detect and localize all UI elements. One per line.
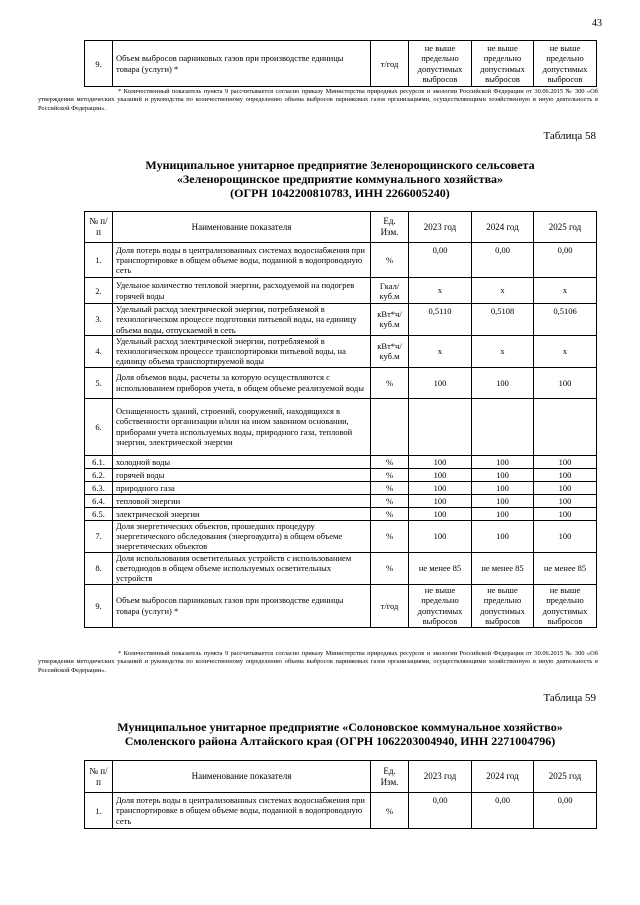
header-name: Наименование показателя: [113, 761, 371, 793]
value-2023: не выше предельно допустимых выбросов: [409, 41, 472, 87]
value-2025: 100: [534, 481, 597, 494]
value-2024: 100: [472, 481, 534, 494]
table-59-label: Таблица 59: [543, 692, 596, 704]
value-2023: [409, 398, 472, 455]
value-2024: 100: [472, 455, 534, 468]
table-row: [85, 367, 597, 398]
indicator-name: Удельный расход электрической энергии, потребляемой в технологическом процессе подготовки питьевой воды, на единицу объема воды, отпускаемой в сеть: [113, 304, 371, 336]
indicator-name: Оснащенность зданий, строений, сооружений, находящихся в собственности организации и/или на ином законном основании, приборами учета используемых воды, природного газа, тепловой энергии, электрической энергии: [113, 398, 371, 455]
indicator-name: Доля потерь воды в централизованных системах водоснабжения при транспортировке в общем объеме воды, поданной в водопроводную сеть: [113, 793, 371, 829]
value-2023: 100: [409, 507, 472, 520]
indicator-name: природного газа: [113, 481, 371, 494]
table-row: [85, 304, 597, 336]
value-2023: не менее 85: [409, 552, 472, 584]
header-num: № п/п: [85, 761, 113, 793]
unit-cell: %: [371, 793, 409, 829]
table-58-header-row: [85, 212, 597, 243]
value-2024: 0,00: [472, 793, 534, 829]
indicator-name: Доля использования осветительных устройств с использованием светодиодов в общем объеме используемых осветительных устройств: [113, 552, 371, 584]
table-row: [85, 468, 597, 481]
table-row: [85, 481, 597, 494]
value-2023: 100: [409, 468, 472, 481]
value-2023: 0,5110: [409, 304, 472, 336]
unit-cell: т/год: [371, 41, 409, 87]
value-2025: х: [534, 278, 597, 304]
value-2025: 100: [534, 468, 597, 481]
table-row: [85, 494, 597, 507]
table-58: [84, 211, 597, 628]
value-2025: х: [534, 335, 597, 367]
table-59-title-line-1: Муниципальное унитарное предприятие «Солоновское коммунальное хозяйство»: [117, 720, 563, 734]
table-row: [85, 552, 597, 584]
indicator-name: горячей воды: [113, 468, 371, 481]
value-2025: 0,5106: [534, 304, 597, 336]
unit-cell: [371, 398, 409, 455]
table-row: [85, 793, 597, 829]
unit-cell: %: [371, 243, 409, 278]
indicator-name: Доля энергетических объектов, прошедших процедуру энергетического обследования (энергоаудита) в общем объеме энергетических объектов: [113, 520, 371, 552]
table-row: [85, 278, 597, 304]
value-2024: не менее 85: [472, 552, 534, 584]
value-2024: 100: [472, 520, 534, 552]
value-2023: 100: [409, 455, 472, 468]
indicator-name: Доля потерь воды в централизованных системах водоснабжения при транспортировке в общем объеме воды, поданной в водопроводную сеть: [113, 243, 371, 278]
indicator-name: холодной воды: [113, 455, 371, 468]
table-58-title-line-1: Муниципальное унитарное предприятие Зеленорощинского сельсовета: [145, 158, 535, 172]
table-58-label: Таблица 58: [543, 130, 596, 142]
value-2023: 100: [409, 494, 472, 507]
indicator-name: Удельное количество тепловой энергии, расходуемой на подогрев горячей воды: [113, 278, 371, 304]
indicator-name: Удельный расход электрической энергии, потребляемой в технологическом процессе транспортировки питьевой воды, на единицу объема транспортируемой воды: [113, 335, 371, 367]
table-58-title-line-3: (ОГРН 1042200810783, ИНН 2266005240): [230, 186, 450, 200]
value-2023: 0,00: [409, 793, 472, 829]
indicator-name: Объем выбросов парниковых газов при производстве единицы товара (услуги) *: [113, 584, 371, 627]
unit-cell: %: [371, 552, 409, 584]
row-number: 9.: [85, 584, 113, 627]
row-number: 5.: [85, 367, 113, 398]
unit-cell: Гкал/ куб.м: [371, 278, 409, 304]
value-2025: 0,00: [534, 793, 597, 829]
value-2025: 100: [534, 494, 597, 507]
unit-cell: %: [371, 507, 409, 520]
row-number: 6.1.: [85, 455, 113, 468]
table-59-body: [85, 793, 597, 829]
value-2025: не менее 85: [534, 552, 597, 584]
unit-cell: %: [371, 520, 409, 552]
value-2023: не выше предельно допустимых выбросов: [409, 584, 472, 627]
value-2023: 100: [409, 520, 472, 552]
value-2025: не выше предельно допустимых выбросов: [534, 41, 597, 87]
table-59-title-line-2: Смоленского района Алтайского края (ОГРН 1062203004940, ИНН 2271004796): [124, 734, 556, 748]
indicator-name: Доля объемов воды, расчеты за которую осуществляются с использованием приборов учета, в общем объеме реализуемой воды: [113, 367, 371, 398]
table-58-footnote: * Количественный показатель пункта 9 рассчитывается согласно приказу Министерства природных ресурсов и экологии Российской Федерации от 30.06.2015 № 300 «Об утверждении методических указаний и руководства по количественному определению объема выбросов парниковых газов организациями, осуществляющими хозяйственную и иную деятельность в Российской Федерации».: [38, 650, 598, 674]
value-2024: [472, 398, 534, 455]
unit-cell: %: [371, 468, 409, 481]
header-2024: 2024 год: [472, 761, 534, 793]
table-row: [85, 455, 597, 468]
row-number: 1.: [85, 793, 113, 829]
value-2025: 100: [534, 520, 597, 552]
table-row: [85, 398, 597, 455]
header-2025: 2025 год: [534, 761, 597, 793]
value-2025: 100: [534, 367, 597, 398]
table-59-header-row: [85, 761, 597, 793]
row-number: 7.: [85, 520, 113, 552]
table-59-title: [60, 720, 620, 748]
value-2025: [534, 398, 597, 455]
value-2023: х: [409, 278, 472, 304]
unit-cell: %: [371, 494, 409, 507]
value-2024: 100: [472, 494, 534, 507]
unit-cell: %: [371, 367, 409, 398]
unit-cell: %: [371, 455, 409, 468]
header-unit: Ед. Изм.: [371, 761, 409, 793]
value-2025: 100: [534, 507, 597, 520]
value-2024: 100: [472, 367, 534, 398]
row-number: 9.: [85, 41, 113, 87]
value-2023: 100: [409, 367, 472, 398]
value-2024: 100: [472, 468, 534, 481]
row-number: 6.4.: [85, 494, 113, 507]
header-unit: Ед. Изм.: [371, 212, 409, 243]
value-2025: 0,00: [534, 243, 597, 278]
row-number: 2.: [85, 278, 113, 304]
continuation-table-body: [85, 41, 597, 87]
table-row: [85, 584, 597, 627]
row-number: 6.: [85, 398, 113, 455]
indicator-name: электрической энергии: [113, 507, 371, 520]
table-58-title-line-2: «Зеленорощинское предприятие коммунального хозяйства»: [176, 172, 504, 186]
row-number: 6.3.: [85, 481, 113, 494]
indicator-name: Объем выбросов парниковых газов при производстве единицы товара (услуги) *: [113, 41, 371, 87]
table-row: [85, 335, 597, 367]
row-number: 4.: [85, 335, 113, 367]
value-2024: 100: [472, 507, 534, 520]
value-2024: не выше предельно допустимых выбросов: [472, 584, 534, 627]
header-2023: 2023 год: [409, 212, 472, 243]
header-name: Наименование показателя: [113, 212, 371, 243]
value-2024: 0,00: [472, 243, 534, 278]
value-2024: х: [472, 335, 534, 367]
value-2023: х: [409, 335, 472, 367]
footnote: * Количественный показатель пункта 9 рассчитывается согласно приказу Министерства природных ресурсов и экологии Российской Федерации от 30.06.2015 № 300 «Об утверждении методических указаний и руководства по количественному определению объема выбросов парниковых газов организациями, осуществляющими хозяйственную и иную деятельность в Российской Федерации».: [38, 88, 598, 112]
row-number: 8.: [85, 552, 113, 584]
table-58-body: [85, 243, 597, 628]
value-2025: 100: [534, 455, 597, 468]
table-row: [85, 41, 597, 87]
value-2023: 100: [409, 481, 472, 494]
table-58-title: [60, 158, 620, 200]
table-row: [85, 507, 597, 520]
value-2023: 0,00: [409, 243, 472, 278]
row-number: 6.5.: [85, 507, 113, 520]
row-number: 1.: [85, 243, 113, 278]
header-num: № п/п: [85, 212, 113, 243]
unit-cell: кВт*ч/ куб.м: [371, 335, 409, 367]
table-59: [84, 760, 597, 829]
unit-cell: т/год: [371, 584, 409, 627]
indicator-name: тепловой энергии: [113, 494, 371, 507]
unit-cell: кВт*ч/ куб.м: [371, 304, 409, 336]
value-2024: 0,5108: [472, 304, 534, 336]
table-row: [85, 520, 597, 552]
table-row: [85, 243, 597, 278]
header-2025: 2025 год: [534, 212, 597, 243]
row-number: 3.: [85, 304, 113, 336]
unit-cell: %: [371, 481, 409, 494]
header-2023: 2023 год: [409, 761, 472, 793]
row-number: 6.2.: [85, 468, 113, 481]
value-2024: х: [472, 278, 534, 304]
continuation-table: [84, 40, 597, 87]
value-2024: не выше предельно допустимых выбросов: [472, 41, 534, 87]
page-number: 43: [592, 18, 602, 29]
value-2025: не выше предельно допустимых выбросов: [534, 584, 597, 627]
header-2024: 2024 год: [472, 212, 534, 243]
